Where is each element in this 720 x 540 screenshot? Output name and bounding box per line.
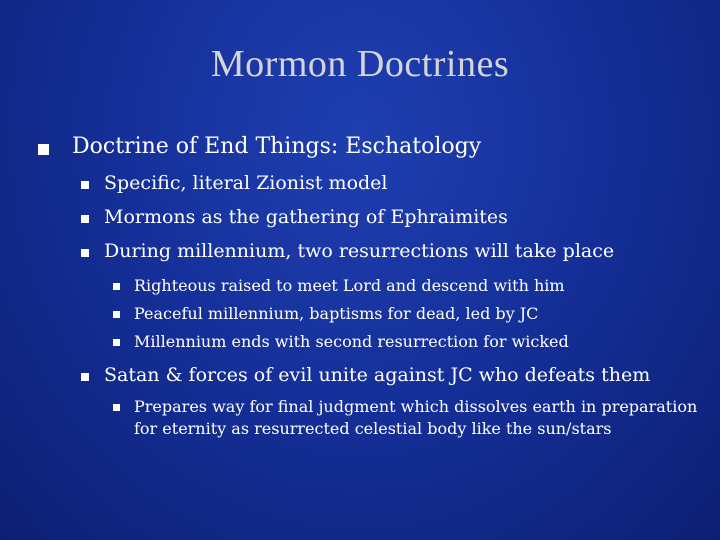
bullet-square-icon bbox=[38, 144, 49, 155]
bullet-level3-text: Peaceful millennium, baptisms for dead, led by JC bbox=[134, 304, 539, 323]
bullet-level3-text: Prepares way for final judgment which dissolves earth in preparation bbox=[134, 397, 698, 416]
slide-title: Mormon Doctrines bbox=[210, 43, 510, 85]
bullet-square-icon bbox=[113, 311, 120, 318]
bullet-square-icon bbox=[113, 283, 120, 290]
bullet-level2-text: Specific, literal Zionist model bbox=[104, 172, 388, 194]
bullet-square-icon bbox=[113, 339, 120, 346]
bullet-square-icon bbox=[81, 215, 89, 223]
bullet-level3-text: Millennium ends with second resurrection for wicked bbox=[134, 332, 569, 351]
bullet-square-icon bbox=[81, 181, 89, 189]
bullet-square-icon bbox=[81, 373, 89, 381]
bullet-level2-text: Mormons as the gathering of Ephraimites bbox=[104, 206, 508, 228]
bullet-square-icon bbox=[113, 404, 120, 411]
bullet-level3-text: Righteous raised to meet Lord and descend with him bbox=[134, 276, 565, 295]
bullet-level3-text-continuation: for eternity as resurrected celestial body like the sun/stars bbox=[134, 419, 612, 438]
bullet-square-icon bbox=[81, 249, 89, 257]
bullet-level1-text: Doctrine of End Things: Eschatology bbox=[72, 134, 482, 159]
bullet-level2-text: Satan & forces of evil unite against JC who defeats them bbox=[104, 364, 651, 386]
bullet-level2-text: During millennium, two resurrections will take place bbox=[104, 240, 615, 262]
